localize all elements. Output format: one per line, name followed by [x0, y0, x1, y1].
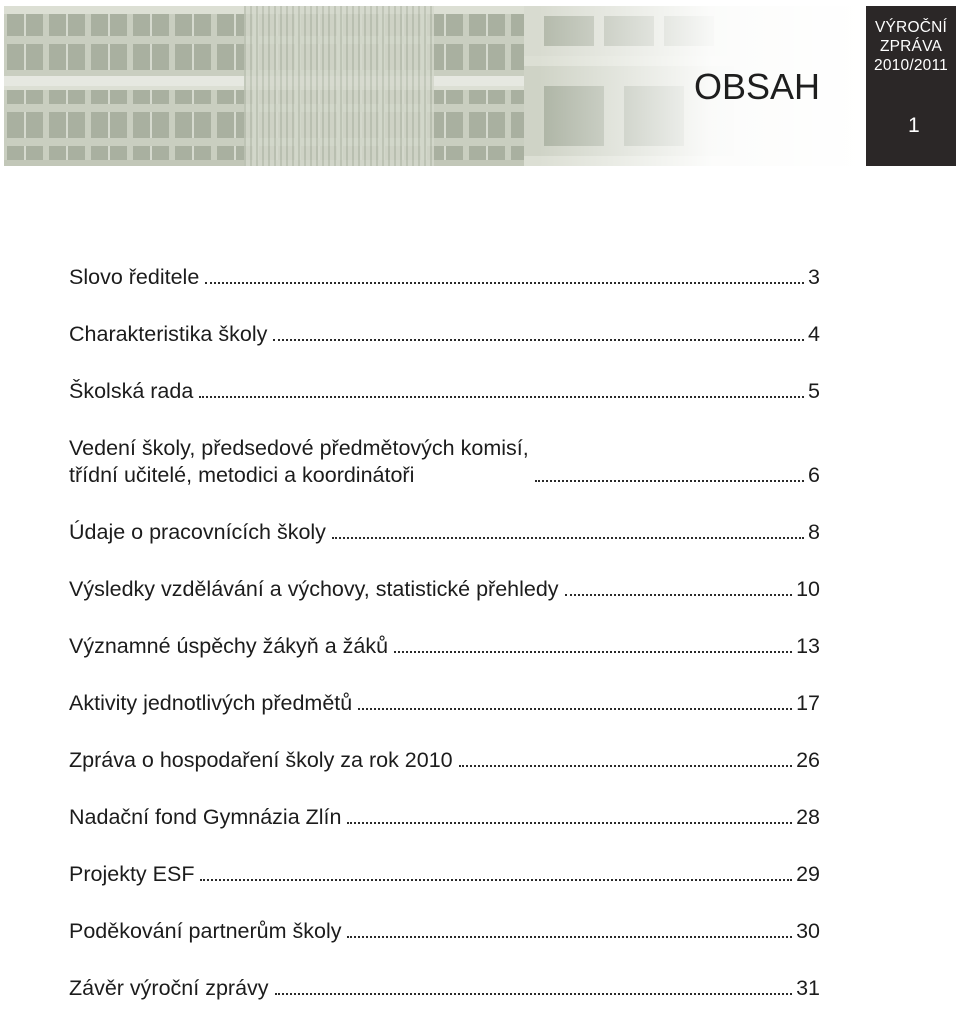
dot-leader — [275, 992, 793, 995]
toc-entry[interactable] — [69, 321, 820, 348]
toc-entry[interactable] — [69, 804, 820, 831]
toc-entry-line: Poděkování partnerům školy — [69, 919, 342, 943]
toc-entry-line: Závěr výroční zprávy — [69, 976, 269, 1000]
toc-entry-title — [69, 975, 269, 1002]
toc-entry-title — [69, 804, 341, 831]
toc-entry-line: Vedení školy, předsedové předmětových komisí, — [69, 436, 529, 460]
toc-entry-line: třídní učitelé, metodici a koordinátoři — [69, 463, 415, 487]
toc-entry-title — [69, 690, 352, 717]
toc-entry[interactable] — [69, 435, 820, 489]
toc-entry-page: 31 — [796, 976, 820, 1000]
toc-entry-page: 13 — [796, 634, 820, 658]
toc-entry-title — [69, 264, 199, 291]
toc-entry-line: Školská rada — [69, 379, 194, 403]
page-title: OBSAH — [693, 66, 820, 107]
dot-leader — [459, 764, 792, 767]
dot-leader — [347, 821, 792, 824]
toc-entry[interactable] — [69, 264, 820, 291]
dot-leader — [535, 479, 804, 482]
report-sidebar-box — [866, 6, 956, 166]
toc-entry-page: 8 — [808, 520, 820, 544]
dot-leader — [199, 395, 804, 398]
page-header — [0, 0, 960, 168]
dot-leader — [332, 536, 804, 539]
toc-entry-page: 10 — [796, 577, 820, 601]
toc-entry[interactable] — [69, 690, 820, 717]
table-of-contents — [69, 264, 820, 1032]
toc-entry-title — [69, 519, 326, 546]
toc-entry-title — [69, 378, 193, 405]
toc-entry[interactable] — [69, 918, 820, 945]
toc-entry[interactable] — [69, 378, 820, 405]
toc-entry-title — [69, 435, 529, 489]
toc-entry-line: Údaje o pracovnících školy — [69, 520, 326, 544]
toc-entry-line: Aktivity jednotlivých předmětů — [69, 691, 353, 715]
dot-leader — [358, 707, 792, 710]
toc-entry-line: Zpráva o hospodaření školy za rok 2010 — [69, 748, 453, 772]
toc-entry-line: Nadační fond Gymnázia Zlín — [69, 805, 342, 829]
toc-entry[interactable] — [69, 747, 820, 774]
report-label — [866, 18, 956, 75]
toc-entry[interactable] — [69, 861, 820, 888]
toc-entry-page: 17 — [796, 691, 820, 715]
toc-entry-title — [69, 633, 388, 660]
dot-leader — [200, 878, 792, 881]
toc-entry[interactable] — [69, 633, 820, 660]
toc-entry-line: Slovo ředitele — [69, 265, 200, 289]
report-label-line: VÝROČNÍ — [874, 19, 948, 36]
toc-entry-line: Charakteristika školy — [69, 322, 268, 346]
dot-leader — [394, 650, 792, 653]
toc-entry-page: 28 — [796, 805, 820, 829]
toc-entry[interactable] — [69, 975, 820, 1002]
report-label-line: ZPRÁVA — [879, 38, 943, 55]
toc-entry-page: 29 — [796, 862, 820, 886]
toc-entry[interactable] — [69, 576, 820, 603]
toc-entry-line: Výsledky vzdělávání a výchovy, statistické přehledy — [69, 577, 559, 601]
toc-entry-page: 30 — [796, 919, 820, 943]
toc-entry-title — [69, 918, 341, 945]
report-label-line: 2010/2011 — [874, 57, 948, 74]
dot-leader — [347, 935, 792, 938]
toc-entry-page: 26 — [796, 748, 820, 772]
toc-entry-line: Významné úspěchy žákyň a žáků — [69, 634, 389, 658]
toc-entry-page: 5 — [808, 379, 820, 403]
page-number: 1 — [908, 114, 920, 137]
dot-leader — [205, 281, 804, 284]
toc-entry[interactable] — [69, 519, 820, 546]
toc-entry-page: 4 — [808, 322, 820, 346]
toc-entry-title — [69, 747, 453, 774]
toc-entry-title — [69, 321, 267, 348]
dot-leader — [565, 593, 793, 596]
toc-entry-page: 3 — [808, 265, 820, 289]
toc-entry-line: Projekty ESF — [69, 862, 195, 886]
toc-entry-title — [69, 861, 194, 888]
dot-leader — [273, 338, 804, 341]
toc-entry-page: 6 — [808, 463, 820, 487]
toc-entry-title — [69, 576, 559, 603]
